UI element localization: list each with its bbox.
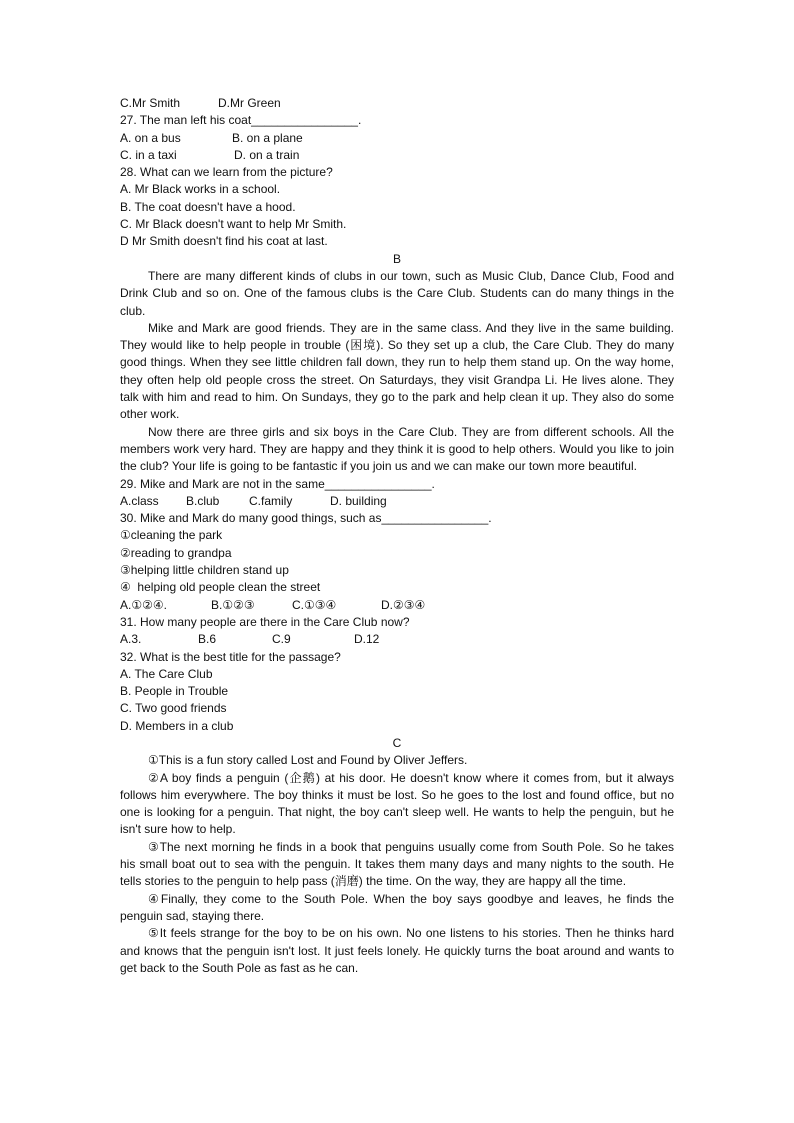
q31-option-a: A.3.: [120, 632, 142, 647]
section-c-paragraph-5: ⑤It feels strange for the boy to be on his own. No one listens to his stories. Then he thinks hard and knows that the penguin isn't lost. It just feels lonely. He quickly turns the boat around and wants to get back to the South Pole as fast as he can.: [120, 926, 674, 975]
q30-item-2: ②reading to grandpa: [120, 545, 232, 560]
section-b-paragraph-2: Mike and Mark are good friends. They are in the same class. And they live in the same building. They would like to help people in trouble (困境). So they set up a club, the Care Club. They do many good things. When they see little children fall down, they run to help them stand up. On the way home, they often help old people cross the street. On Saturdays, they visit Grandpa Li. He lives alone. They talk with him and read to him. On Sundays, they go to the park and help clean it up. They also do some other work.: [120, 320, 674, 422]
q30-option-c: C.①③④: [292, 597, 337, 612]
q30-item-4: ④ helping old people clean the street: [120, 580, 321, 595]
q28-option-c: C. Mr Black doesn't want to help Mr Smith.: [120, 217, 347, 232]
q32-option-a: A. The Care Club: [120, 666, 213, 681]
q28-stem: 28. What can we learn from the picture?: [120, 165, 333, 180]
section-c-paragraph-1: ①This is a fun story called Lost and Found by Oliver Jeffers.: [148, 753, 468, 768]
q28-option-d: D Mr Smith doesn't find his coat at last.: [120, 234, 328, 249]
q27-option-a: A. on a bus: [120, 130, 181, 145]
q26-options-cd: [120, 95, 674, 112]
q31-option-c: C.9: [272, 632, 291, 647]
q27-stem: 27. The man left his coat________________.: [120, 113, 362, 128]
q29-option-a: A.class: [120, 493, 159, 508]
worksheet-page: [120, 95, 674, 977]
q30-option-d: D.②③④: [381, 597, 426, 612]
section-c-paragraph-4: ④Finally, they come to the South Pole. When the boy says goodbye and leaves, he finds the penguin sad, staying there.: [120, 891, 674, 923]
q27-options-ab: [120, 130, 674, 147]
q29-option-d: D. building: [330, 493, 387, 508]
q31-option-d: D.12: [354, 632, 380, 647]
section-b-heading: B: [392, 251, 401, 266]
q28-option-b: B. The coat doesn't have a hood.: [120, 199, 296, 214]
q26-option-c: C.Mr Smith: [120, 96, 180, 110]
section-b-paragraph-3: Now there are three girls and six boys in the Care Club. They are from different schools. All the members work very hard. They are happy and they think it is good to help others. Would you like to join the club? Your life is going to be fantastic if you join us and we can make our town more beautiful.: [120, 424, 674, 474]
q31-options: [120, 631, 674, 648]
q31-option-b: B.6: [198, 632, 217, 647]
q27-option-b: B. on a plane: [232, 130, 303, 145]
section-c-heading: C: [392, 735, 402, 750]
q30-item-3: ③helping little children stand up: [120, 563, 289, 578]
q26-option-d: D.Mr Green: [218, 96, 281, 110]
q32-option-d: D. Members in a club: [120, 718, 234, 733]
q30-option-b: B.①②③: [211, 597, 255, 612]
q28-option-a: A. Mr Black works in a school.: [120, 182, 281, 197]
q29-options: [120, 493, 674, 510]
section-c-paragraph-3: ③The next morning he finds in a book that penguins usually come from South Pole. So he takes his small boat out to sea with the penguin. It takes them many days and many nights to the south. He tells stories to the penguin to help pass (消磨) the time. On the way, they are happy all the time.: [120, 839, 674, 889]
section-b-paragraph-1: There are many different kinds of clubs in our town, such as Music Club, Dance Club, Food and Drink Club and so on. One of the famous clubs is the Care Club. Students can do many things in the club.: [120, 268, 674, 318]
q27-option-d: D. on a train: [234, 147, 300, 162]
section-c-paragraph-2: ②A boy finds a penguin (企鹅) at his door. He doesn't know where it comes from, but it always follows him everywhere. The boy thinks it must be lost. So he goes to the lost and found office, but no one is looking for a penguin. That night, the boy can't sleep well. He wants to help the penguin, but he isn't sure how to help.: [120, 770, 674, 837]
q32-stem: 32. What is the best title for the passage?: [120, 649, 341, 664]
q30-item-1: ①cleaning the park: [120, 528, 223, 543]
q27-options-cd: [120, 147, 674, 164]
q31-stem: 31. How many people are there in the Care Club now?: [120, 614, 410, 629]
q32-option-b: B. People in Trouble: [120, 684, 229, 699]
q29-option-c: C.family: [249, 493, 293, 508]
q29-option-b: B.club: [186, 493, 220, 508]
q30-stem: 30. Mike and Mark do many good things, such as________________.: [120, 511, 492, 526]
q27-option-c: C. in a taxi: [120, 147, 177, 162]
q30-options: [120, 597, 674, 614]
q29-stem: 29. Mike and Mark are not in the same________________.: [120, 476, 435, 491]
q32-option-c: C. Two good friends: [120, 701, 227, 716]
q30-option-a: A.①②④.: [120, 597, 167, 612]
